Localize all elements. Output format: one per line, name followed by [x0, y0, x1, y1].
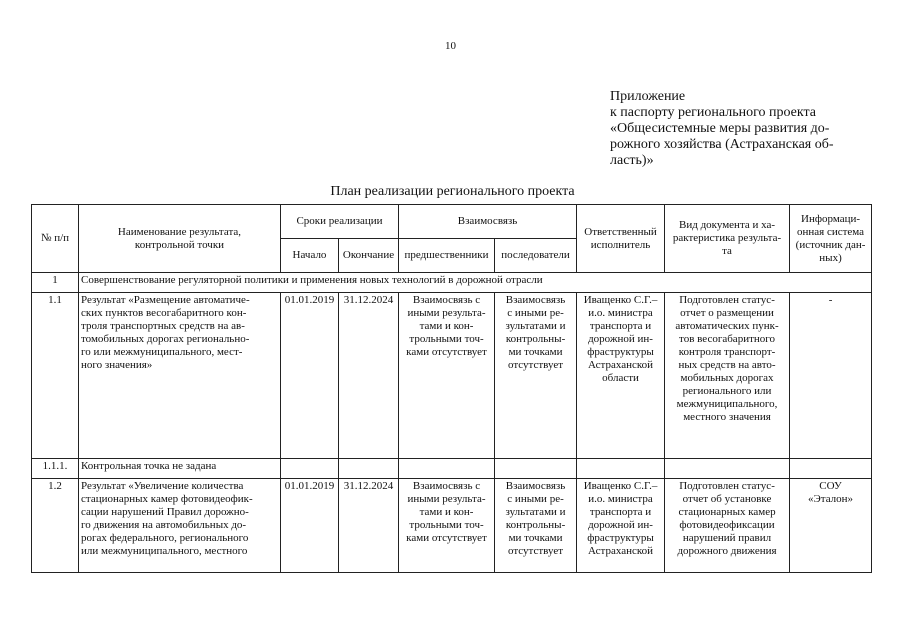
row-predecessors: Взаимосвязь с иными результа- тами и кон- трольными точ- ками отсутствует: [399, 479, 495, 573]
section-title: Совершенствование регуляторной политики и применения новых технологий в дорожной отрасли: [79, 273, 872, 293]
row-info: -: [790, 293, 872, 459]
appendix-line: к паспорту регионального проекта: [610, 105, 816, 120]
header-successors: последователи: [495, 239, 577, 273]
appendix-line: «Общесистемные меры развития до-: [610, 121, 830, 136]
empty-cell: [577, 459, 665, 479]
header-end: Окончание: [339, 239, 399, 273]
header-doc: Вид документа и ха- рактеристика результа- та: [665, 205, 790, 273]
header-terms: Сроки реализации: [281, 205, 399, 239]
row-start: 01.01.2019: [281, 293, 339, 459]
empty-cell: [281, 459, 339, 479]
row-end: 31.12.2024: [339, 293, 399, 459]
section-num: 1: [32, 273, 79, 293]
checkpoint-num: 1.1.1.: [32, 459, 79, 479]
header-start: Начало: [281, 239, 339, 273]
empty-cell: [399, 459, 495, 479]
row-doc: Подготовлен статус- отчет об установке стационарных камер фотовидеофиксации нарушений правил дорожного движения: [665, 479, 790, 573]
table-row: [32, 293, 872, 459]
table-row: [32, 479, 872, 573]
header-responsible: Ответственный исполнитель: [577, 205, 665, 273]
appendix-line: Приложение: [610, 89, 686, 104]
header-num: № п/п: [32, 205, 79, 273]
empty-cell: [495, 459, 577, 479]
header-name: Наименование результата, контрольной точки: [79, 205, 281, 273]
plan-title: План реализации регионального проекта: [330, 184, 575, 199]
appendix-line: рожного хозяйства (Астраханская об-: [610, 137, 834, 152]
row-responsible: Иващенко С.Г.– и.о. министра транспорта и дорожной ин- фраструктуры Астраханской: [577, 479, 665, 573]
empty-cell: [665, 459, 790, 479]
row-num: 1.1: [32, 293, 79, 459]
checkpoint-title: Контрольная точка не задана: [79, 459, 281, 479]
row-doc: Подготовлен статус- отчет о размещении автоматических пунк- тов весогабаритного контроля транспорт- ных средств на авто- мобильных дорогах регионального или межмуниципального, местного значения: [665, 293, 790, 459]
appendix-note: [610, 89, 850, 169]
empty-cell: [790, 459, 872, 479]
row-info: СОУ «Эталон»: [790, 479, 872, 573]
checkpoint-row: [32, 459, 872, 479]
row-num: 1.2: [32, 479, 79, 573]
row-responsible: Иващенко С.Г.– и.о. министра транспорта и дорожной ин- фраструктуры Астраханской области: [577, 293, 665, 459]
section-row: [32, 273, 872, 293]
plan-table: [31, 204, 872, 573]
appendix-line: ласть)»: [610, 153, 654, 168]
row-predecessors: Взаимосвязь с иными результа- тами и кон- трольными точ- ками отсутствует: [399, 293, 495, 459]
header-info: Информаци- онная система (источник дан- ных): [790, 205, 872, 273]
header-predecessors: предшественники: [399, 239, 495, 273]
empty-cell: [339, 459, 399, 479]
row-name: Результат «Увеличение количества стационарных камер фотовидеофик- сации нарушений Правил дорожно- го движения на автомобильных до- рогах федерального, регионального или межмуниципального, местного: [79, 479, 281, 573]
row-start: 01.01.2019: [281, 479, 339, 573]
row-name: Результат «Размещение автоматиче- ских пунктов весогабаритного кон- троля транспортных средств на ав- томобильных дорогах регионально- го или межмуниципального, мест- ного значения»: [79, 293, 281, 459]
row-successors: Взаимосвязь с иными ре- зультатами и контрольны- ми точками отсутствует: [495, 293, 577, 459]
header-relation: Взаимосвязь: [399, 205, 577, 239]
page-number: 10: [445, 40, 456, 52]
row-end: 31.12.2024: [339, 479, 399, 573]
row-successors: Взаимосвязь с иными ре- зультатами и контрольны- ми точками отсутствует: [495, 479, 577, 573]
header-row-top: [32, 205, 872, 239]
